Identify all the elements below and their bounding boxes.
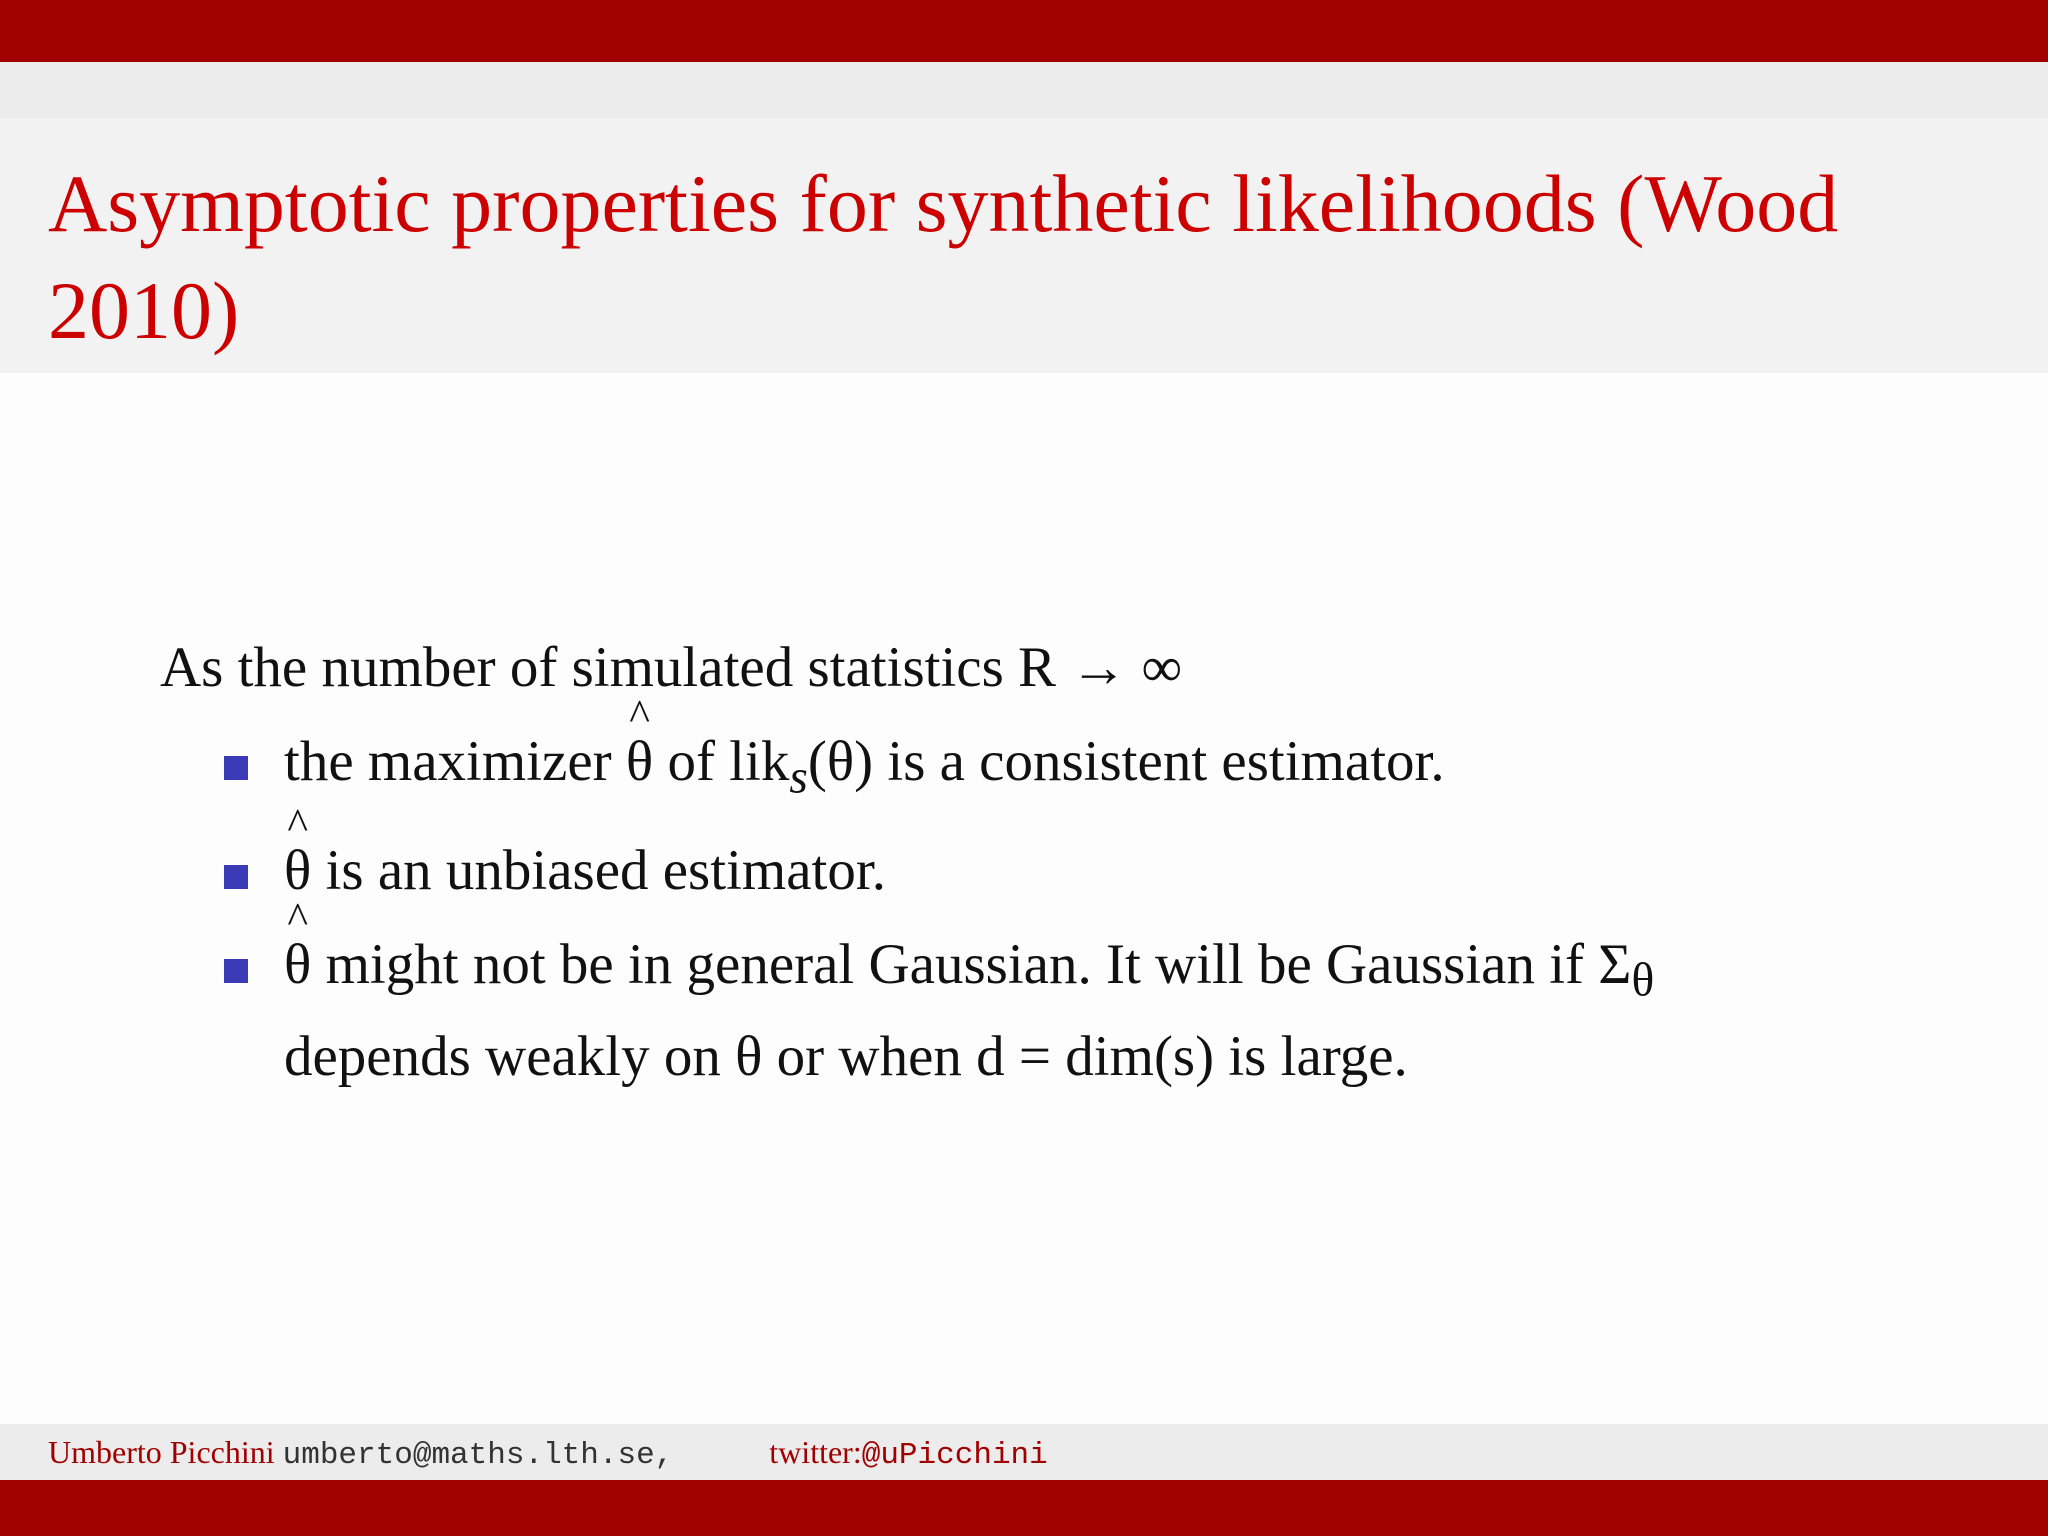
intro-text: As the number of simulated statistics R → ∞ xyxy=(160,636,1183,699)
theta-hat-symbol: ^ θ xyxy=(284,927,311,1003)
author-name: Umberto Picchini xyxy=(48,1434,275,1470)
bullet-text-line1: might not be in general Gaussian. It will be Gaussian if Σ xyxy=(311,933,1632,997)
slide-content xyxy=(160,630,1920,1113)
bullet-item-gaussian xyxy=(160,927,1920,1094)
bullet-text-mid: of lik xyxy=(653,730,790,793)
twitter-label: twitter: xyxy=(769,1434,862,1470)
slide-title: Asymptotic properties for synthetic likelihoods (Wood 2010) xyxy=(48,158,1839,356)
bullet-text-suffix: (θ) is a consistent estimator. xyxy=(807,730,1445,793)
bullet-text: is an unbiased estimator. xyxy=(311,839,886,903)
theta-hat-symbol: ^ θ xyxy=(626,724,653,800)
author-email: umberto@maths.lth.se, xyxy=(282,1438,674,1473)
bullet-item-consistency xyxy=(160,724,1920,815)
twitter-handle: @uPicchini xyxy=(861,1438,1048,1473)
sigma-subscript: θ xyxy=(1631,954,1655,1007)
theta-hat-symbol: ^ θ xyxy=(284,833,311,909)
top-strip xyxy=(0,62,2048,118)
top-banner xyxy=(0,0,2048,62)
square-bullet-icon xyxy=(224,865,248,889)
square-bullet-icon xyxy=(224,756,248,780)
bullet-text-line2: depends weakly on θ or when d = dim(s) is large. xyxy=(284,1024,1408,1088)
bullet-item-unbiased xyxy=(160,833,1920,909)
bullet-text-prefix: the maximizer xyxy=(284,730,626,793)
bullet-list xyxy=(160,724,1920,1095)
square-bullet-icon xyxy=(224,959,248,983)
bottom-banner xyxy=(0,1480,2048,1536)
footer xyxy=(48,1432,1048,1476)
lik-subscript: s xyxy=(789,751,808,804)
